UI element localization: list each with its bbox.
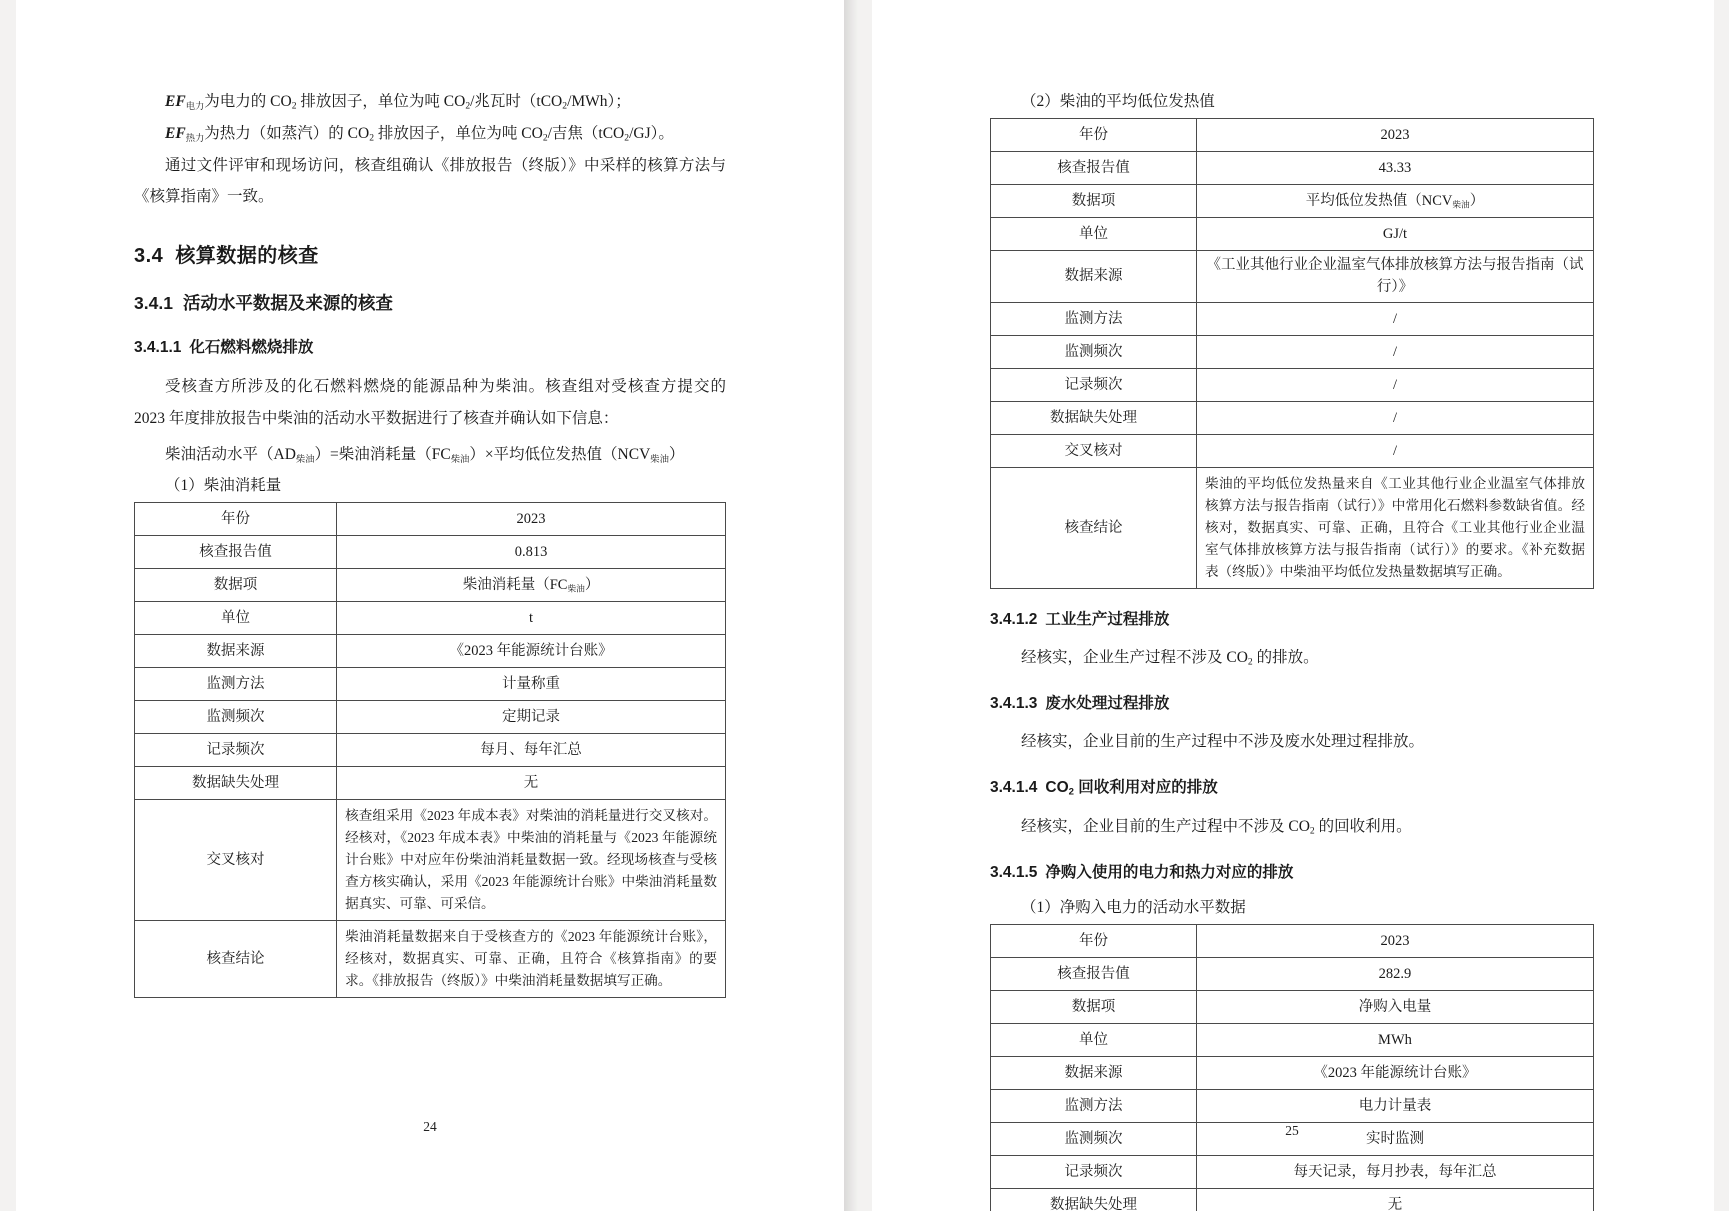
row-label: 数据项 [991, 184, 1197, 217]
table-row [135, 602, 726, 635]
row-label: 单位 [991, 217, 1197, 250]
row-value: 《2023 年能源统计台账》 [337, 635, 726, 668]
row-label: 数据缺失处理 [991, 401, 1197, 434]
ef-electricity-text-d: /MWh）； [567, 93, 631, 110]
formula-part-b: ）=柴油消耗量（FC [314, 445, 451, 463]
paragraph-industrial-process [990, 643, 1594, 673]
row-label: 单位 [991, 1023, 1197, 1056]
row-label: 数据来源 [991, 250, 1197, 302]
row-value: GJ/t [1196, 217, 1593, 250]
table-row [135, 503, 726, 536]
row-value: / [1196, 335, 1593, 368]
row-value: 《2023 年能源统计台账》 [1196, 1056, 1593, 1089]
table-row [991, 434, 1594, 467]
table-row [135, 701, 726, 734]
heading-3-4-1-5-title: 净购入使用的电力和热力对应的排放 [1045, 864, 1294, 882]
row-label: 核查报告值 [135, 536, 337, 569]
row-label: 监测方法 [991, 1089, 1197, 1122]
heading-3-4-1-4-title-b: 回收利用对应的排放 [1074, 779, 1218, 797]
heading-3-4-number: 3.4 [134, 245, 164, 268]
heading-3-4-1-3 [990, 691, 1594, 713]
paragraph-co2-recovery [990, 812, 1594, 842]
table-row [991, 1023, 1594, 1056]
document-page-right [872, 0, 1714, 1211]
co2-sub-3: 2 [562, 100, 568, 112]
row-value: 核查组采用《2023 年成本表》对柴油的消耗量进行交叉核对。经核对，《2023 年成本表》中柴油的消耗量与《2023 年能源统计台账》中对应年份柴油消耗量数据一致。经现场核查与受核查方核实确认，采用《2023 年能源统计台账》中柴油消耗量数据真实、可靠、可采信。 [337, 800, 726, 921]
row-value: 实时监测 [1196, 1122, 1593, 1155]
table-diesel-consumption [134, 502, 726, 998]
paragraph-fossil-fuel-scope: 受核查方所涉及的化石燃料燃烧的能源品种为柴油。核查组对受核查方提交的 2023 年度排放报告中柴油的活动水平数据进行了核查并确认如下信息： [134, 378, 726, 427]
heading-3-4-1 [134, 290, 726, 315]
table-caption-diesel-consumption: （1）柴油消耗量 [165, 477, 282, 495]
table-row [991, 467, 1594, 588]
table-row [991, 118, 1594, 151]
row-value: 《工业其他行业企业温室气体排放核算方法与报告指南（试行）》 [1196, 250, 1593, 302]
heading-3-4 [134, 239, 726, 268]
row-label: 监测频次 [991, 1122, 1197, 1155]
row-label: 年份 [135, 503, 337, 536]
row-value: 0.813 [337, 536, 726, 569]
table-caption-diesel-ncv: （2）柴油的平均低位发热值 [1021, 93, 1215, 110]
table-row [991, 1188, 1594, 1211]
ef-electricity-text-b: 排放因子，单位为吨 CO [296, 93, 466, 110]
row-value: / [1196, 401, 1593, 434]
table-row [991, 335, 1594, 368]
row-label: 核查结论 [991, 467, 1197, 588]
row-value: MWh [1196, 1023, 1593, 1056]
table-row [991, 1089, 1594, 1122]
co2-sub-6: 2 [624, 132, 630, 144]
row-value: 43.33 [1196, 151, 1593, 184]
table-diesel-ncv [990, 118, 1594, 589]
row-label: 记录频次 [135, 734, 337, 767]
table-row [991, 184, 1594, 217]
row-value: 柴油的平均低位发热量来自《工业其他行业企业温室气体排放核算方法与报告指南（试行）》中常用化石燃料参数缺省值。经核对，数据真实、可靠、正确，且符合《工业其他行业企业温室气体排放核算方法与报告指南（试行）》的要求。《补充数据表（终版）》中柴油平均低位发热量数据填写正确。 [1196, 467, 1593, 588]
heading-3-4-1-3-title: 废水处理过程排放 [1045, 695, 1170, 713]
heading-3-4-1-1-number: 3.4.1.1 [134, 339, 182, 357]
table-row [991, 401, 1594, 434]
row-value: 2023 [1196, 118, 1593, 151]
row-value: 柴油消耗量数据来自于受核查方的《2023 年能源统计台账》，经核对，数据真实、可靠、正确，且符合《核算指南》的要求。《排放报告（终版）》中柴油消耗量数据填写正确。 [337, 921, 726, 998]
co2-sub-4: 2 [369, 132, 375, 144]
row-label: 年份 [991, 118, 1197, 151]
table-row [135, 635, 726, 668]
row-value: 定期记录 [337, 701, 726, 734]
heading-3-4-1-4-number: 3.4.1.4 [990, 779, 1038, 797]
heading-3-4-title: 核算数据的核查 [175, 245, 319, 268]
co2-subscript-recovery: 2 [1309, 825, 1315, 837]
row-value: / [1196, 434, 1593, 467]
value-prefix: 柴油消耗量（FC [462, 576, 568, 593]
row-label: 监测方法 [135, 668, 337, 701]
row-label: 交叉核对 [135, 800, 337, 921]
heading-3-4-1-2-title: 工业生产过程排放 [1045, 610, 1170, 628]
page-number-left: 24 [423, 1119, 437, 1134]
symbol-ef: EF [165, 93, 186, 110]
table-row [991, 924, 1594, 957]
formula-part-c: ）×平均低位发热值（NCV [469, 445, 651, 463]
formula-line-ef-heat [134, 118, 726, 150]
row-value: / [1196, 368, 1593, 401]
table-row [135, 734, 726, 767]
row-label: 数据项 [135, 569, 337, 602]
co2-sub-2: 2 [465, 100, 471, 112]
paragraph-industrial-text-a: 经核实，企业生产过程不涉及 CO [1021, 648, 1248, 666]
table-caption-purchased-electricity: （1）净购入电力的活动水平数据 [1021, 899, 1246, 917]
value-suffix: ） [584, 576, 600, 593]
ef-heat-text-a: 为热力（如蒸汽）的 CO [204, 124, 370, 142]
ef-electricity-text-c: /兆瓦时（tCO [470, 93, 563, 110]
document-page-left [16, 0, 844, 1211]
heading-3-4-1-2 [990, 607, 1594, 629]
heading-co2-subscript: 2 [1068, 786, 1074, 798]
ef-heat-text-d: /GJ）。 [629, 124, 674, 142]
row-label: 数据项 [991, 990, 1197, 1023]
row-label: 数据来源 [991, 1056, 1197, 1089]
table-row [991, 151, 1594, 184]
co2-sub-1: 2 [291, 100, 297, 112]
heading-3-4-1-title: 活动水平数据及来源的核查 [182, 293, 393, 314]
table-row [135, 668, 726, 701]
heading-3-4-1-5-number: 3.4.1.5 [990, 864, 1038, 882]
row-value: 282.9 [1196, 957, 1593, 990]
symbol-ef-heat: EF [165, 124, 186, 142]
row-value: / [1196, 302, 1593, 335]
symbol-ef-heat-subscript: 热力 [185, 133, 205, 144]
row-value: 计量称重 [337, 668, 726, 701]
row-value: 2023 [1196, 924, 1593, 957]
table-purchased-electricity [990, 924, 1594, 1211]
paragraph-recovery-text-b: 的回收利用。 [1314, 817, 1412, 835]
paragraph-wastewater: 经核实，企业目前的生产过程中不涉及废水处理过程排放。 [1021, 733, 1425, 751]
row-value [337, 569, 726, 602]
formula-sub-b: 柴油 [450, 454, 470, 465]
heading-3-4-1-number: 3.4.1 [134, 293, 173, 314]
row-label: 交叉核对 [991, 434, 1197, 467]
paragraph-industrial-text-b: 的排放。 [1252, 648, 1319, 666]
table-row [135, 921, 726, 998]
value-subscript: 柴油 [1452, 199, 1470, 210]
row-label: 核查报告值 [991, 957, 1197, 990]
table-row [991, 302, 1594, 335]
table-row [991, 250, 1594, 302]
row-label: 记录频次 [991, 368, 1197, 401]
table-row [135, 569, 726, 602]
table-row [991, 1155, 1594, 1188]
heading-3-4-1-4-title-a: CO [1045, 779, 1069, 797]
table-row [991, 957, 1594, 990]
formula-sub-c: 柴油 [650, 454, 669, 465]
co2-subscript: 2 [1247, 656, 1253, 668]
row-value: 2023 [337, 503, 726, 536]
row-value [1196, 184, 1593, 217]
symbol-ef-subscript: 电力 [185, 101, 205, 112]
formula-line-ef-electricity [134, 86, 726, 118]
value-prefix: 平均低位发热值（NCV [1305, 192, 1453, 209]
heading-3-4-1-1 [134, 335, 726, 357]
heading-3-4-1-4 [990, 775, 1594, 798]
table-row [991, 1056, 1594, 1089]
table-row [991, 990, 1594, 1023]
co2-sub-5: 2 [542, 132, 548, 144]
row-value: 无 [337, 767, 726, 800]
heading-3-4-1-3-number: 3.4.1.3 [990, 695, 1038, 713]
formula-sub-a: 柴油 [295, 454, 315, 465]
row-label: 核查报告值 [991, 151, 1197, 184]
formula-part-a: 柴油活动水平（AD [165, 445, 296, 463]
row-label: 核查结论 [135, 921, 337, 998]
ef-heat-text-c: /吉焦（tCO [547, 124, 625, 142]
formula-part-d: ） [668, 445, 685, 463]
row-label: 年份 [991, 924, 1197, 957]
ef-electricity-text-a: 为电力的 CO [204, 93, 292, 110]
paragraph-verification-method: 通过文件评审和现场访问，核查组确认《排放报告（终版）》中采样的核算方法与《核算指南》一致。 [134, 156, 726, 206]
row-label: 记录频次 [991, 1155, 1197, 1188]
heading-3-4-1-2-number: 3.4.1.2 [990, 610, 1038, 628]
ef-heat-text-b: 排放因子，单位为吨 CO [374, 124, 543, 142]
row-label: 监测频次 [135, 701, 337, 734]
row-label: 单位 [135, 602, 337, 635]
table-row [135, 800, 726, 921]
heading-3-4-1-1-title: 化石燃料燃烧排放 [189, 339, 314, 357]
row-label: 数据缺失处理 [991, 1188, 1197, 1211]
paragraph-recovery-text-a: 经核实，企业目前的生产过程中不涉及 CO [1021, 817, 1310, 835]
table-row [135, 536, 726, 569]
row-value: 电力计量表 [1196, 1089, 1593, 1122]
table-row [135, 767, 726, 800]
formula-diesel-activity-level [134, 439, 726, 471]
page-number-right: 25 [1285, 1123, 1299, 1138]
row-label: 监测频次 [991, 335, 1197, 368]
row-label: 监测方法 [991, 302, 1197, 335]
page-gutter-shadow [844, 0, 858, 1211]
row-value: 净购入电量 [1196, 990, 1593, 1023]
value-subscript: 柴油 [567, 583, 585, 594]
heading-3-4-1-5 [990, 860, 1594, 882]
row-label: 数据来源 [135, 635, 337, 668]
table-row [991, 217, 1594, 250]
value-suffix: ） [1469, 192, 1485, 209]
table-row [991, 368, 1594, 401]
row-value: 每月、每年汇总 [337, 734, 726, 767]
row-value: 无 [1196, 1188, 1593, 1211]
row-label: 数据缺失处理 [135, 767, 337, 800]
row-value: 每天记录，每月抄表，每年汇总 [1196, 1155, 1593, 1188]
row-value: t [337, 602, 726, 635]
